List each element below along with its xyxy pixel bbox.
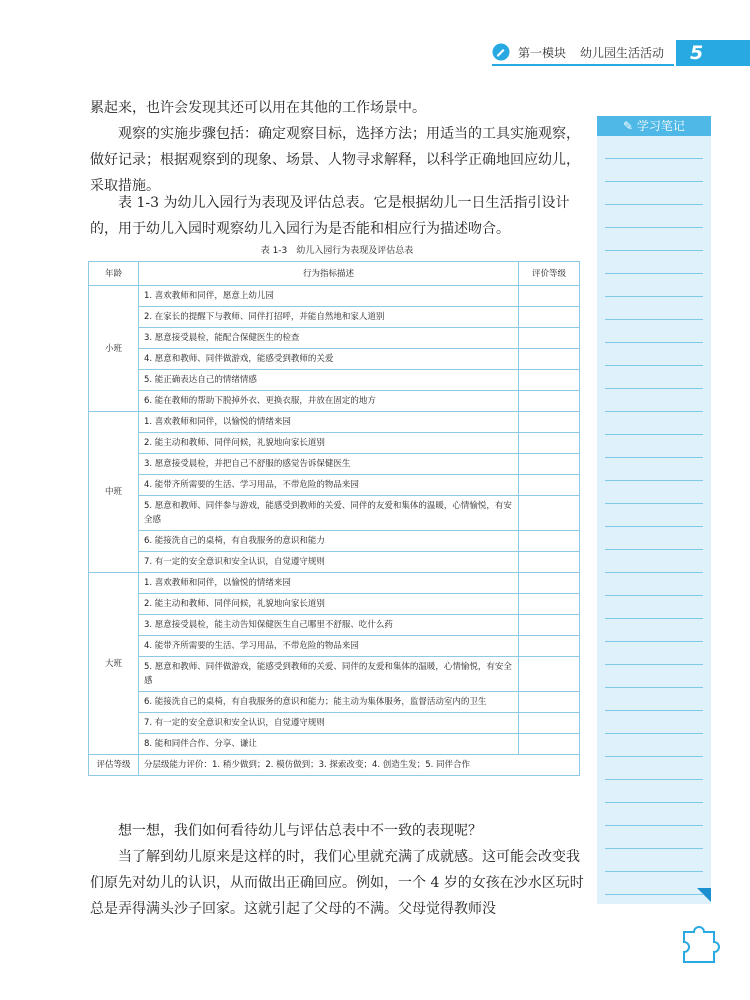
table-row (89, 657, 580, 692)
behavior-item: 8. 能和同伴合作、分享、谦让 (139, 734, 519, 755)
chapter-title: 幼儿园生活活动 (580, 45, 665, 60)
table-header-row (89, 262, 580, 286)
rating-cell (519, 552, 580, 573)
table-row (89, 615, 580, 636)
rating-cell (519, 636, 580, 657)
rating-cell (519, 412, 580, 433)
table-row (89, 412, 580, 433)
table-row (89, 594, 580, 615)
table-row (89, 286, 580, 307)
pencil-icon: ✎ (623, 119, 637, 133)
behavior-item: 6. 能在教师的帮助下脱掉外衣、更换衣服，并放在固定的地方 (139, 391, 519, 412)
rating-cell (519, 328, 580, 349)
table-row (89, 370, 580, 391)
paragraph: 表 1-3 为幼儿入园行为表现及评估总表。它是根据幼儿一日生活指引设计的，用于幼儿入园时观察幼儿入园行为是否能和相应行为描述吻合。 (90, 195, 570, 237)
note-lines (605, 136, 703, 904)
age-group: 小班 (89, 286, 139, 412)
table-footer-row (89, 755, 580, 776)
puzzle-icon (676, 920, 722, 966)
footer-text: 分层级能力评价：1. 稍少做到；2. 模仿做到；3. 探索改变；4. 创造生发；5. 同伴合作 (139, 755, 580, 776)
behavior-item: 2. 在家长的提醒下与教师、同伴打招呼，并能自然地和家人道别 (139, 307, 519, 328)
table-row (89, 496, 580, 531)
table-caption: 表 1-3 幼儿入园行为表现及评估总表 (260, 246, 414, 256)
table-row (89, 475, 580, 496)
rating-cell (519, 496, 580, 531)
behavior-item: 4. 愿意和教师、同伴做游戏，能感受到教师的关爱 (139, 349, 519, 370)
sidebar-title-text: 学习笔记 (636, 119, 685, 133)
age-group: 中班 (89, 412, 139, 573)
table-row (89, 713, 580, 734)
paragraph: 想一想，我们如何看待幼儿与评估总表中不一致的表现呢？ (118, 823, 482, 839)
sidebar-title (597, 116, 711, 136)
header-age: 年龄 (89, 262, 139, 286)
behavior-item: 4. 能带齐所需要的生活、学习用品，不带危险的物品来园 (139, 475, 519, 496)
corner-triangle (697, 888, 711, 902)
table-row (89, 349, 580, 370)
behavior-item: 7. 有一定的安全意识和安全认识，自觉遵守规则 (139, 713, 519, 734)
age-group: 大班 (89, 573, 139, 755)
rating-cell (519, 573, 580, 594)
behavior-item: 3. 愿意接受晨检，能主动告知保健医生自己哪里不舒服、吃什么药 (139, 615, 519, 636)
behavior-item: 4. 能带齐所需要的生活、学习用品，不带危险的物品来园 (139, 636, 519, 657)
rating-cell (519, 370, 580, 391)
rating-cell (519, 475, 580, 496)
table-row (89, 391, 580, 412)
table-row (89, 433, 580, 454)
header-rule (492, 64, 674, 66)
footer-label: 评估等级 (89, 755, 139, 776)
behavior-item: 1. 喜欢教师和同伴，以愉悦的情绪来园 (139, 573, 519, 594)
behavior-item: 6. 能接洗自己的桌椅，有自我服务的意识和能力 (139, 531, 519, 552)
table-row (89, 328, 580, 349)
behavior-item: 5. 能正确表达自己的情绪情感 (139, 370, 519, 391)
paragraph: 观察的实施步骤包括：确定观察目标，选择方法；用适当的工具实施观察，做好记录；根据观察到的现象、场景、人物寻求解释，以科学正确地回应幼儿，采取措施。 (90, 126, 580, 194)
pencil-icon (492, 43, 510, 61)
behavior-item: 7. 有一定的安全意识和安全认识，自觉遵守规则 (139, 552, 519, 573)
rating-cell (519, 349, 580, 370)
paragraph: 当了解到幼儿原来是这样的时，我们心里就充满了成就感。这可能会改变我们原先对幼儿的认识，从而做出正确回应。例如，一个 4 岁的女孩在沙水区玩时总是弄得满头沙子回家。这就引起了父母的不满。父母觉得教师没 (90, 849, 584, 917)
table-row (89, 636, 580, 657)
behavior-item: 5. 愿意和教师、同伴做游戏，能感受到教师的关爱、同伴的友爱和集体的温暖，心情愉悦，有安全感 (139, 657, 519, 692)
behavior-item: 1. 喜欢教师和同伴，愿意上幼儿园 (139, 286, 519, 307)
page-number: 5 (676, 40, 750, 66)
behavior-item: 1. 喜欢教师和同伴，以愉悦的情绪来园 (139, 412, 519, 433)
rating-cell (519, 454, 580, 475)
table-row (89, 307, 580, 328)
behavior-item: 2. 能主动和教师、同伴问候，礼貌地向家长道别 (139, 433, 519, 454)
running-header (492, 40, 664, 64)
table-row (89, 573, 580, 594)
table-row (89, 734, 580, 755)
rating-cell (519, 615, 580, 636)
header-rating: 评价等级 (519, 262, 580, 286)
rating-cell (519, 433, 580, 454)
study-notes-sidebar (597, 116, 711, 904)
table-row (89, 531, 580, 552)
rating-cell (519, 531, 580, 552)
rating-cell (519, 713, 580, 734)
rating-cell (519, 657, 580, 692)
rating-cell (519, 286, 580, 307)
paragraph: 累起来，也许会发现其还可以用在其他的工作场景中。 (90, 100, 426, 116)
behavior-item: 3. 愿意接受晨检，能配合保健医生的检查 (139, 328, 519, 349)
behavior-item: 2. 能主动和教师、同伴问候，礼貌地向家长道别 (139, 594, 519, 615)
rating-cell (519, 307, 580, 328)
table-row (89, 552, 580, 573)
rating-cell (519, 692, 580, 713)
behavior-item: 3. 愿意接受晨检，并把自己不舒服的感觉告诉保健医生 (139, 454, 519, 475)
evaluation-table (88, 261, 580, 776)
header-description: 行为指标描述 (139, 262, 519, 286)
behavior-item: 5. 愿意和教师、同伴参与游戏，能感受到教师的关爱、同伴的友爱和集体的温暖，心情愉悦，有安全感 (139, 496, 519, 531)
rating-cell (519, 594, 580, 615)
module-label: 第一模块 (518, 45, 567, 60)
table-row (89, 454, 580, 475)
rating-cell (519, 391, 580, 412)
table-row (89, 692, 580, 713)
rating-cell (519, 734, 580, 755)
behavior-item: 6. 能接洗自己的桌椅，有自我服务的意识和能力；能主动为集体服务，监督活动室内的卫生 (139, 692, 519, 713)
